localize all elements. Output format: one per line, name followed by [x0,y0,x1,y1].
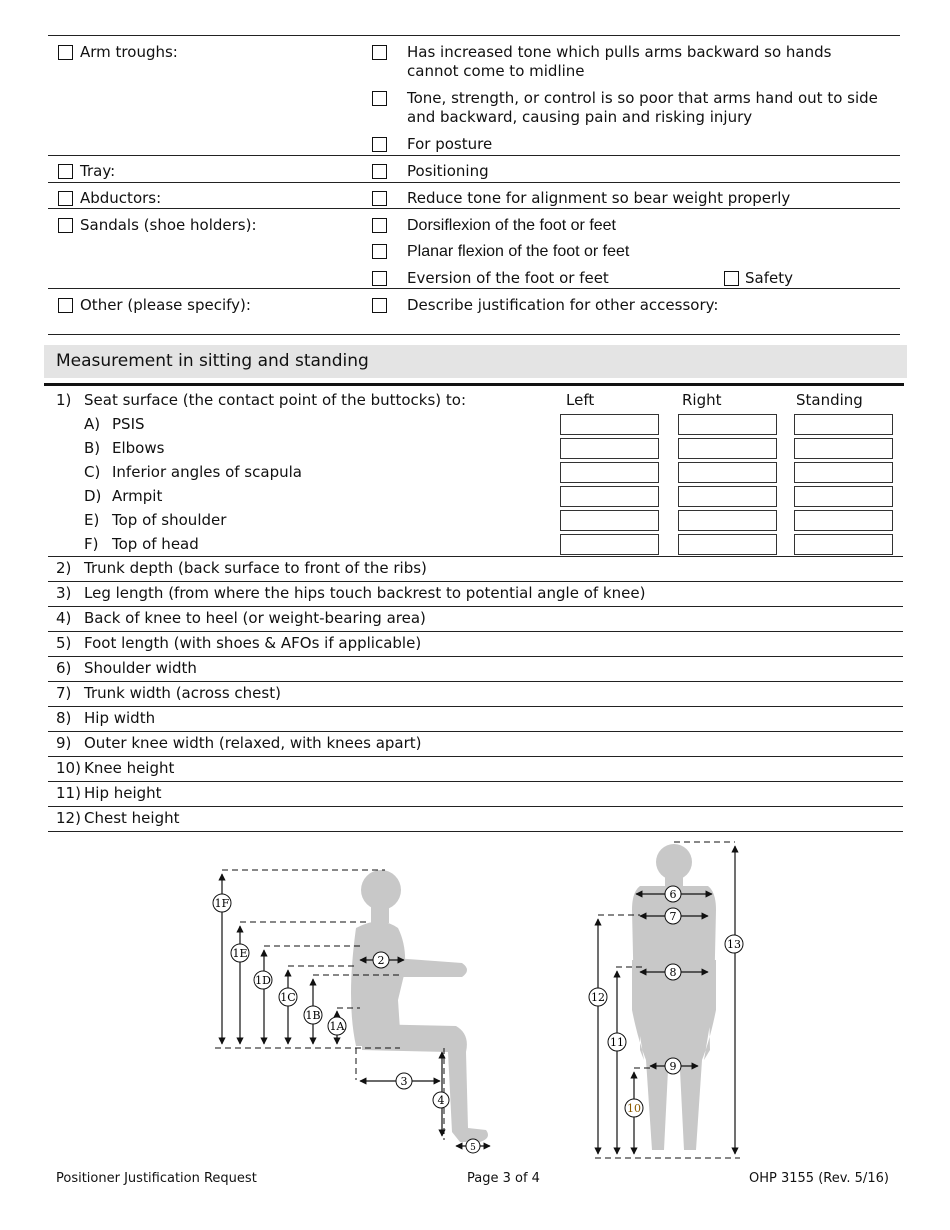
measurement-item-label: Knee height [84,759,175,777]
item-1-label: Seat surface (the contact point of the buttocks) to: [84,391,467,409]
measurement-item-number: 5) [56,634,72,652]
measurement-item-label: Foot length (with shoes & AFOs if applicable) [84,634,422,652]
planar-flexion-label: Planar flexion of the foot or feet [407,243,630,260]
subitem-label: Top of head [112,535,199,553]
label-4: 4 [437,1094,445,1107]
label-3: 3 [400,1075,408,1088]
footer-page-number: Page 3 of 4 [467,1171,540,1186]
measurement-item-label: Outer knee width (relaxed, with knees apart) [84,734,422,752]
measurement-item-number: 11) [56,784,81,802]
measurement-item-number: 12) [56,809,81,827]
measurement-item-label: Hip height [84,784,162,802]
increased-tone-label: Has increased tone which pulls arms backward so hands cannot come to midline [407,43,832,80]
label-1e: 1E [232,947,248,960]
measurement-item-label: Chest height [84,809,180,827]
column-left: Left [566,391,595,409]
subitem-letter: C) [84,463,101,481]
item-1-number: 1) [56,391,72,409]
label-7: 7 [669,910,677,923]
measurement-item-number: 6) [56,659,72,677]
label-5: 5 [470,1143,476,1153]
label-12: 12 [591,991,605,1004]
subitem-letter: A) [84,415,101,433]
measurement-item-number: 2) [56,559,72,577]
label-6: 6 [669,888,677,901]
label-1d: 1D [255,974,271,987]
footer-form-title: Positioner Justification Request [56,1171,257,1186]
measurement-item-number: 4) [56,609,72,627]
label-11: 11 [610,1036,624,1049]
subitem-letter: E) [84,511,100,529]
measurement-item-label: Trunk width (across chest) [84,684,281,702]
subitem-letter: D) [84,487,102,505]
label-9: 9 [669,1060,677,1073]
describe-justification-label: Describe justification for other accessory: [407,296,719,314]
label-1b: 1B [305,1009,321,1022]
subitem-label: Inferior angles of scapula [112,463,302,481]
abductors-label: Abductors: [80,189,162,207]
subitem-label: PSIS [112,415,145,433]
positioning-label: Positioning [407,162,489,180]
column-right: Right [682,391,722,409]
label-1a: 1A [329,1020,345,1033]
sitting-guides [215,870,444,1140]
sitting-figure [351,870,488,1142]
reduce-tone-label: Reduce tone for alignment so bear weight properly [407,189,791,207]
sandals-label: Sandals (shoe holders): [80,216,257,234]
measurement-item-number: 7) [56,684,72,702]
subitem-letter: B) [84,439,101,457]
subitem-letter: F) [84,535,99,553]
dorsiflexion-label: Dorsiflexion of the foot or feet [407,217,616,234]
eversion-label: Eversion of the foot or feet [407,269,609,287]
label-13: 13 [727,938,741,951]
measurement-item-number: 10) [56,759,81,777]
label-1f: 1F [214,897,230,910]
for-posture-label: For posture [407,135,493,153]
label-8: 8 [669,966,677,979]
tray-label: Tray: [80,162,116,180]
subitem-label: Armpit [112,487,163,505]
measurement-item-label: Trunk depth (back surface to front of the ribs) [84,559,427,577]
measurement-item-label: Back of knee to heel (or weight-bearing area) [84,609,426,627]
measurement-item-label: Leg length (from where the hips touch backrest to potential angle of knee) [84,584,646,602]
subitem-label: Elbows [112,439,165,457]
label-10: 10 [627,1102,641,1115]
label-2: 2 [377,954,385,967]
other-label: Other (please specify): [80,296,251,314]
measurement-item-number: 9) [56,734,72,752]
section-title: Measurement in sitting and standing [56,351,369,371]
arm-troughs-label: Arm troughs: [80,43,178,61]
footer-form-number: OHP 3155 (Rev. 5/16) [749,1171,889,1186]
poor-control-label: Tone, strength, or control is so poor that arms hand out to side and backward, causing pain and risking injury [407,89,878,126]
measurement-item-number: 8) [56,709,72,727]
measurement-item-label: Shoulder width [84,659,197,677]
column-standing: Standing [796,391,863,409]
measurement-item-number: 3) [56,584,72,602]
measurement-item-label: Hip width [84,709,156,727]
subitem-label: Top of shoulder [112,511,227,529]
label-1c: 1C [280,991,296,1004]
safety-label: Safety [745,269,793,287]
